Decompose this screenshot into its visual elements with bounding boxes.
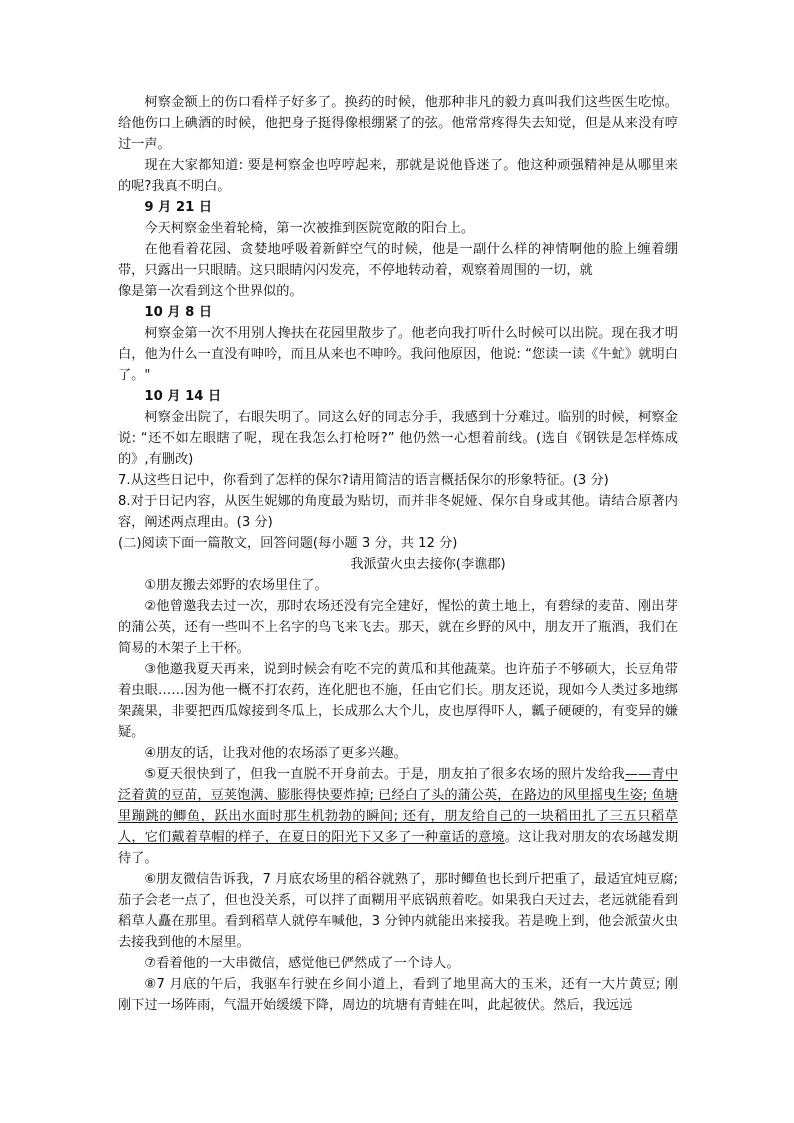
essay-paragraph-7: ⑦看着他的一大串微信，感觉他已俨然成了一个诗人。 [144,956,460,971]
question-7: 7.从这些日记中，你看到了怎样的保尔?请用简洁的语言概括保尔的形象特征。(3 分) [118,473,609,488]
essay-paragraph-2: ②他曾邀我去过一次，那时农场还没有完全建好，惺忪的黄土地上，有碧绿的麦苗、刚出芽的蒲公英，还有一些叫不上名字的鸟飞来飞去。那天，就在乡野的风中，朋友开了瓶酒，我们在简易的木架子上干杯。 [118,599,678,656]
essay-title: 我派萤火虫去接你(李谯郡) [350,557,506,572]
question-8: 8.对于日记内容，从医生妮娜的角度最为贴切，而并非冬妮娅、保尔自身或其他。请结合原著内容，阐述两点理由。(3 分) [118,494,678,530]
essay-paragraph-5 [118,764,678,869]
diary-paragraph-6: 柯察金出院了，右眼失明了。同这么好的同志分手，我感到十分难过。临别的时候，柯察金说: “还不如左眼瞎了呢，现在我怎么打枪呀?” 他仍然一心想着前线。(选自《钢铁是怎样炼成的》,有删改) [118,410,678,467]
essay-paragraph-8: ⑧7 月底的午后，我驱车行驶在乡间小道上，看到了地里高大的玉米，还有一大片黄豆; 刚刚下过一场阵雨，气温开始缓缓下降，周边的坑塘有青蛙在叫，此起彼伏。然后，我远远 [118,977,678,1013]
diary-paragraph-4-continued: 像是第一次看到这个世界似的。 [118,284,303,299]
diary-paragraph-1: 柯察金额上的伤口看样子好多了。换药的时候，他那种非凡的毅力真叫我们这些医生吃惊。给他伤口上碘酒的时候，他把身子挺得像根绷紧了的弦。他常常疼得失去知觉，但是从来没有哼过一声。 [118,95,678,152]
essay-paragraph-4: ④朋友的话，让我对他的农场添了更多兴趣。 [144,746,407,761]
essay-paragraph-6: ⑥朋友微信告诉我，7 月底农场里的稻谷就熟了，那时鲫鱼也长到斤把重了，最适宜炖豆腐; 茄子会老一点了，但也没关系，可以拌了面糊用平底锅煎着吃。如果我白天过去，老远就能看到稻草人矗在那里。看到稻草人就停车喊他，3 分钟内就能出来接我。若是晚上到，他会派萤火虫去接我到他的木屋里。 [118,872,678,950]
diary-paragraph-4: 在他看着花园、贪婪地呼吸着新鲜空气的时候，他是一副什么样的神情啊他的脸上缠着绷带，只露出一只眼睛。这只眼睛闪闪发亮，不停地转动着，观察着周围的一切，就 [118,242,678,278]
diary-paragraph-3: 今天柯察金坐着轮椅，第一次被推到医院宽敞的阳台上。 [144,221,475,236]
essay-paragraph-5-tail: 。这让我对朋友的农场越发期待了。 [118,830,679,866]
diary-date-sep-21: 9 月 21 日 [144,200,213,215]
diary-paragraph-5: 柯察金第一次不用别人搀扶在花园里散步了。他老向我打听什么时候可以出院。现在我才明白，他为什么一直没有呻吟，而且从来也不呻吟。我问他原因，他说: “您读一读《牛虻》就明白了。" [118,326,678,383]
section-2-heading: (二)阅读下面一篇散文，回答问题(每小题 3 分，共 12 分) [118,536,458,551]
essay-paragraph-5-underlined: ——青中泛着黄的豆苗，豆荚饱满、膨胀得快要炸掉; 已经白了头的蒲公英，在路边的风里摇曳生姿; 鱼塘里蹦跳的鲫鱼，跃出水面时那生机勃勃的瞬间; 还有，朋友给自己的一块稻田扎了三五只稻草人，它们戴着草帽的样子，在夏日的阳光下又多了一种童话的意境 [118,767,679,845]
diary-date-oct-14: 10 月 14 日 [144,389,222,404]
document-page [118,92,678,1016]
essay-paragraph-1: ①朋友搬去郊野的农场里住了。 [144,578,328,593]
essay-paragraph-5-lead: ⑤夏天很快到了，但我一直脱不开身前去。于是，朋友拍了很多农场的照片发给我 [144,767,625,782]
diary-paragraph-2: 现在大家都知道: 要是柯察金也哼哼起来，那就是说他昏迷了。他这种顽强精神是从哪里来的呢?我真不明白。 [118,158,678,194]
diary-date-oct-8: 10 月 8 日 [144,305,213,320]
essay-paragraph-3: ③他邀我夏天再来，说到时候会有吃不完的黄瓜和其他蔬菜。也许茄子不够硕大，长豆角带着虫眼……因为他一概不打农药，连化肥也不施，任由它们长。朋友还说，现如今人类过多地绑架蔬果，非要把西瓜嫁接到冬瓜上，长成那么大个儿，皮也厚得吓人，瓤子硬硬的，有变异的嫌疑。 [118,662,678,740]
